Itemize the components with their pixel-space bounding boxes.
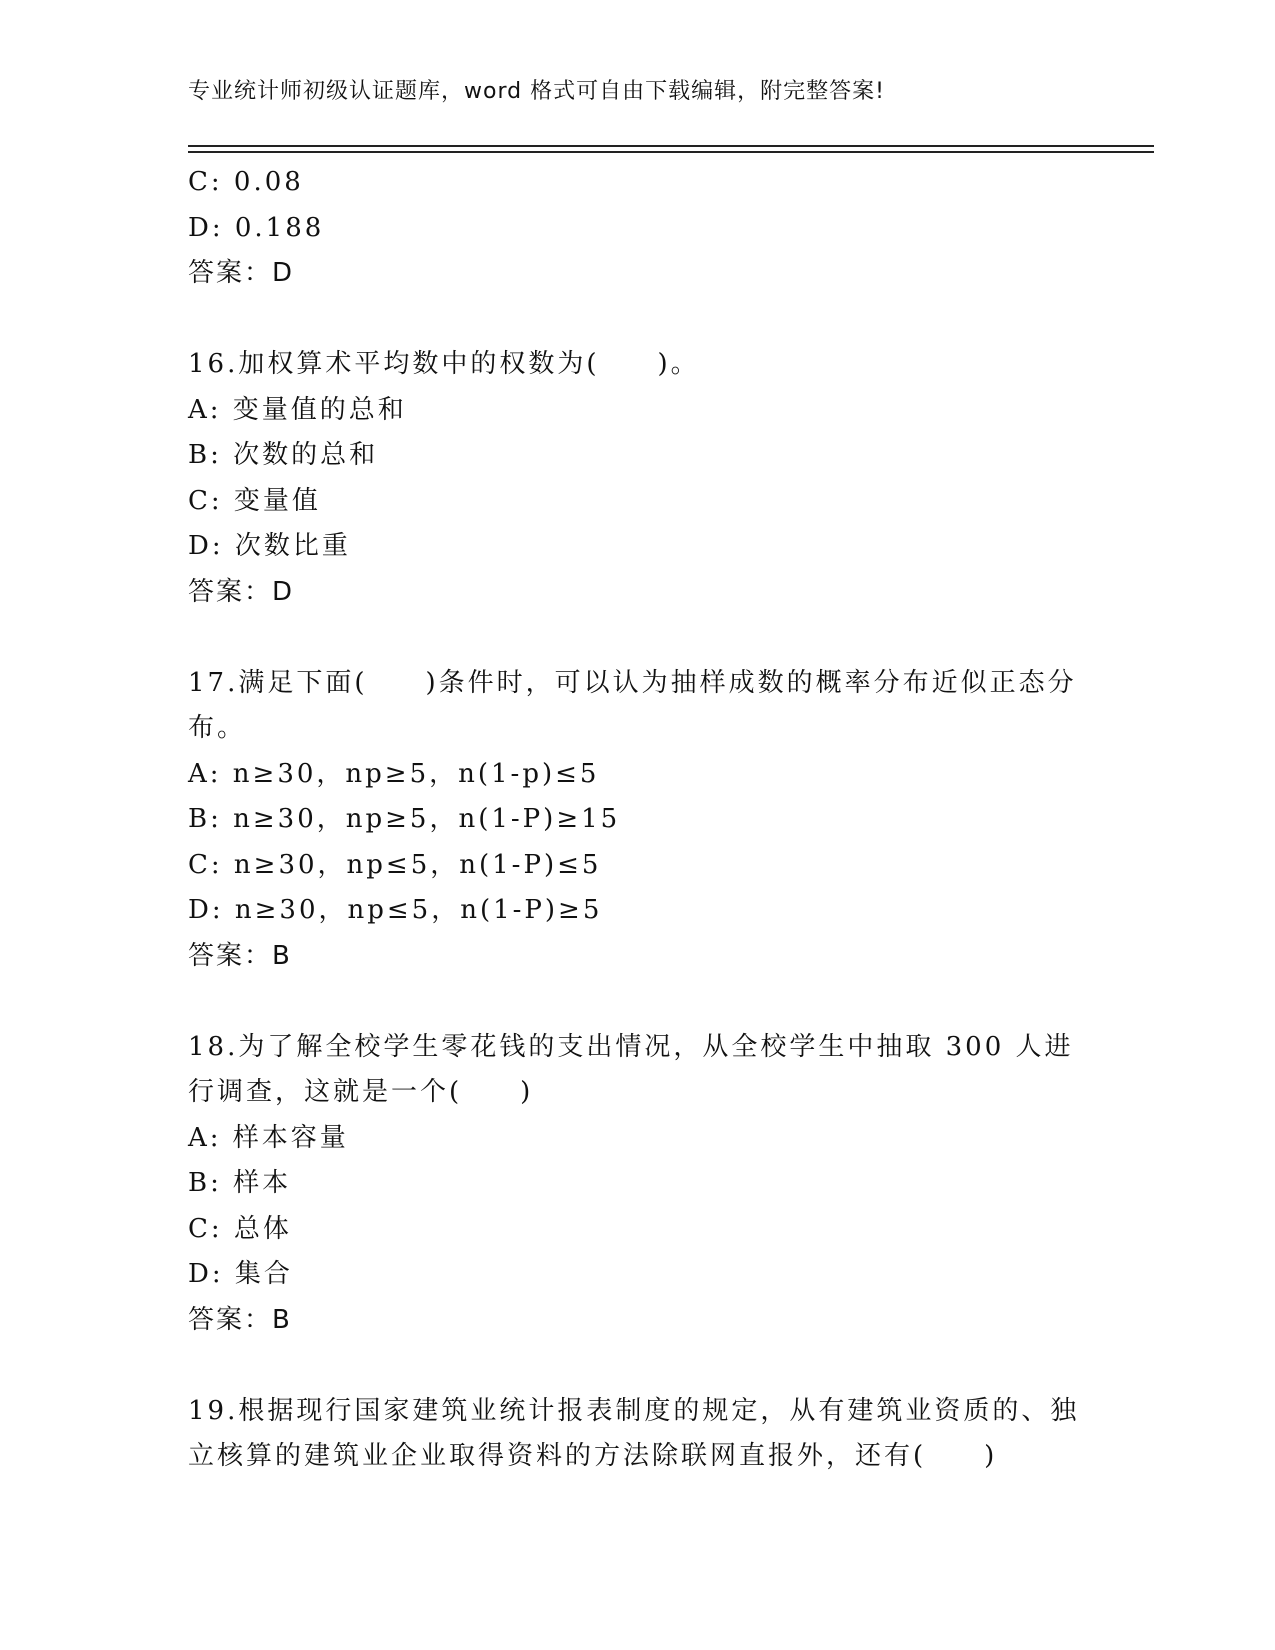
option-b: B: 次数的总和 (188, 440, 379, 470)
question-text: 16.加权算术平均数中的权数为( )。 (188, 349, 700, 379)
option-a: A: 变量值的总和 (188, 394, 407, 425)
option-c: C: 总体 (188, 1213, 292, 1244)
question-18 (188, 1025, 1088, 1344)
option-d: D: n≥30，np≤5，n(1-P)≥5 (188, 895, 603, 925)
option-c: C: 0.08 (188, 167, 304, 197)
question-text: 19.根据现行国家建筑业统计报表制度的规定，从有建筑业资质的、独立核算的建筑业企业取得资料的方法除联网直报外，还有( ) (188, 1395, 1080, 1471)
option-c: C: n≥30，np≤5，n(1-P)≤5 (188, 849, 602, 880)
answer: 答案：B (188, 1304, 292, 1335)
option-c: C: 变量值 (188, 485, 321, 516)
question-17 (188, 661, 1088, 980)
option-b: B: n≥30，np≥5，n(1-P)≥15 (188, 804, 621, 834)
option-d: D: 集合 (188, 1259, 293, 1289)
option-a: A: n≥30，np≥5，n(1-p)≤5 (188, 758, 600, 789)
question-text: 18.为了解全校学生零花钱的支出情况，从全校学生中抽取 300 人进行调查，这就是一个( ) (188, 1031, 1074, 1107)
question-text: 17.满足下面( )条件时，可以认为抽样成数的概率分布近似正态分布。 (188, 667, 1077, 743)
spacer (188, 1343, 1088, 1389)
option-a: A: 样本容量 (188, 1122, 349, 1153)
question-list (188, 160, 1088, 1480)
option-d: D: 次数比重 (188, 531, 351, 561)
answer: 答案：D (188, 258, 295, 288)
spacer (188, 615, 1088, 661)
spacer (188, 297, 1088, 343)
question-19 (188, 1389, 1088, 1480)
option-d: D: 0.188 (188, 212, 325, 243)
header-rule-top (188, 145, 1154, 147)
spacer (188, 979, 1088, 1025)
option-b: B: 样本 (188, 1168, 292, 1198)
answer: 答案：B (188, 940, 292, 971)
page-header: 专业统计师初级认证题库，word 格式可自由下载编辑，附完整答案! (188, 79, 885, 104)
question-15 (188, 160, 1088, 297)
header-rule-bottom (188, 151, 1154, 153)
question-16 (188, 342, 1088, 615)
answer: 答案：D (188, 576, 295, 607)
